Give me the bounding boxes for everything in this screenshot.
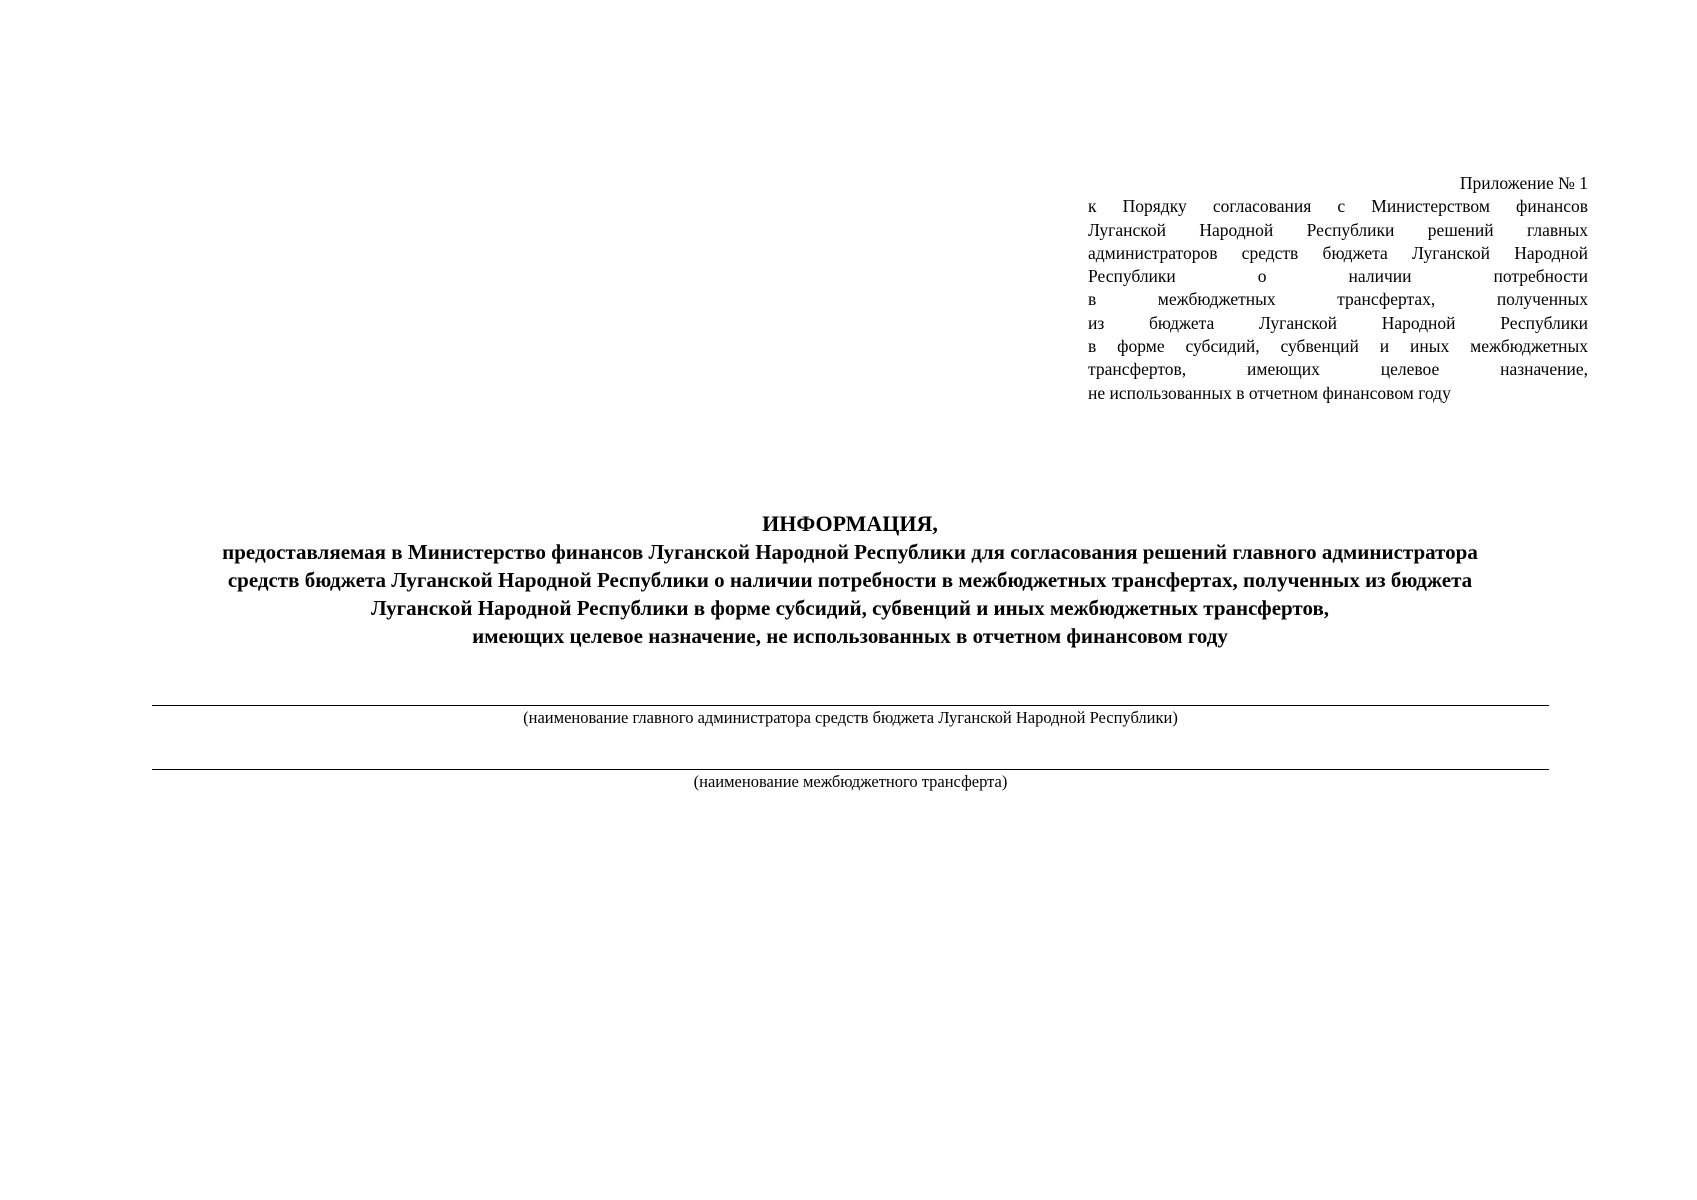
document-heading (100, 510, 1600, 650)
appendix-line: из бюджета Луганской Народной Республики (1088, 312, 1588, 333)
document-subtitle-line: средств бюджета Луганской Народной Республики о наличии потребности в межбюджетных трансфертах, полученных из бюджета (227, 568, 1473, 592)
appendix-line: к Порядку согласования с Министерством финансов (1088, 196, 1588, 217)
appendix-line: трансфертов, имеющих целевое назначение, (1088, 359, 1588, 380)
administrator-name-caption: (наименование главного администратора средств бюджета Луганской Народной Республики) (523, 708, 1178, 727)
document-subtitle-line: имеющих целевое назначение, не использованных в отчетном финансовом году (472, 624, 1228, 648)
appendix-line: Республики о наличии потребности (1088, 266, 1588, 287)
appendix-line: в форме субсидий, субвенций и иных межбюджетных (1088, 336, 1588, 357)
document-subtitle-line: предоставляемая в Министерство финансов Луганской Народной Республики для согласования решений главного администратора (222, 540, 1478, 564)
transfer-name-field (152, 769, 1549, 793)
document-subtitle-line: Луганской Народной Республики в форме субсидий, субвенций и иных межбюджетных трансфертов, (370, 596, 1330, 620)
appendix-line: Луганской Народной Республики решений главных (1088, 219, 1588, 240)
document-title: ИНФОРМАЦИЯ, (762, 511, 938, 536)
appendix-line: не использованных в отчетном финансовом году (1088, 382, 1451, 403)
appendix-block (1088, 172, 1588, 405)
appendix-line: администраторов средств бюджета Луганской Народной (1088, 242, 1588, 263)
administrator-name-field (152, 705, 1549, 729)
appendix-line: в межбюджетных трансфертах, полученных (1088, 289, 1588, 310)
appendix-title: Приложение № 1 (1459, 173, 1588, 193)
transfer-name-caption: (наименование межбюджетного трансферта) (693, 772, 1008, 791)
